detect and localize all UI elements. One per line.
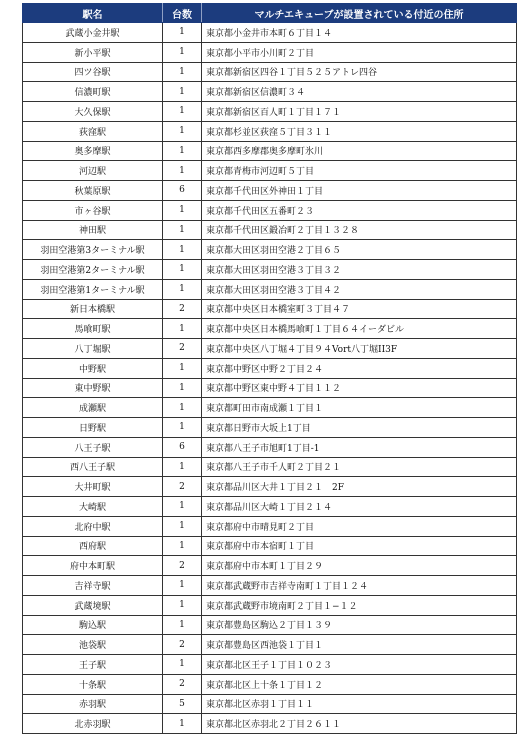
unit-count-cell: 1 xyxy=(163,121,202,141)
station-name-cell: 新日本橋駅 xyxy=(23,299,163,319)
address-cell: 東京都北区王子１丁目１０２３ xyxy=(202,655,517,675)
address-cell: 東京都府中市本宿町１丁目 xyxy=(202,536,517,556)
table-row xyxy=(23,516,517,536)
table-row xyxy=(23,655,517,675)
station-name-cell: 八丁堀駅 xyxy=(23,339,163,359)
address-cell: 東京都中央区八丁堀４丁目９４Vort八丁堀II3F xyxy=(202,339,517,359)
address-cell: 東京都武蔵野市境南町２丁目１−１２ xyxy=(202,595,517,615)
unit-count-cell: 2 xyxy=(163,477,202,497)
table-row xyxy=(23,220,517,240)
address-cell: 東京都町田市南成瀬１丁目１ xyxy=(202,398,517,418)
station-name-cell: 東中野駅 xyxy=(23,378,163,398)
station-name-cell: 八王子駅 xyxy=(23,437,163,457)
address-cell: 東京都千代田区鍛冶町２丁目１３２８ xyxy=(202,220,517,240)
table-row xyxy=(23,279,517,299)
unit-count-cell: 1 xyxy=(163,655,202,675)
unit-count-cell: 1 xyxy=(163,457,202,477)
unit-count-cell: 1 xyxy=(163,595,202,615)
unit-count-cell: 2 xyxy=(163,339,202,359)
station-name-cell: 赤羽駅 xyxy=(23,694,163,714)
table-row xyxy=(23,714,517,734)
address-cell: 東京都八王子市旭町1丁目-1 xyxy=(202,437,517,457)
station-name-cell: 西八王子駅 xyxy=(23,457,163,477)
address-cell: 東京都西多摩郡奥多摩町氷川 xyxy=(202,141,517,161)
unit-count-cell: 1 xyxy=(163,260,202,280)
address-cell: 東京都日野市大坂上1丁目 xyxy=(202,418,517,438)
station-name-cell: 羽田空港第1ターミナル駅 xyxy=(23,279,163,299)
table-row xyxy=(23,378,517,398)
address-cell: 東京都大田区羽田空港３丁目３２ xyxy=(202,260,517,280)
unit-count-cell: 1 xyxy=(163,161,202,181)
station-name-cell: 奥多摩駅 xyxy=(23,141,163,161)
unit-count-cell: 2 xyxy=(163,556,202,576)
header-station: 駅名 xyxy=(23,4,163,23)
station-name-cell: 新小平駅 xyxy=(23,42,163,62)
address-cell: 東京都中野区東中野４丁目１１２ xyxy=(202,378,517,398)
table-row xyxy=(23,319,517,339)
address-cell: 東京都新宿区百人町１丁目１７１ xyxy=(202,102,517,122)
address-cell: 東京都府中市本町１丁目２９ xyxy=(202,556,517,576)
table-row xyxy=(23,477,517,497)
table-row xyxy=(23,82,517,102)
unit-count-cell: 1 xyxy=(163,279,202,299)
station-name-cell: 大久保駅 xyxy=(23,102,163,122)
table-row xyxy=(23,339,517,359)
station-name-cell: 荻窪駅 xyxy=(23,121,163,141)
table-row xyxy=(23,497,517,517)
address-cell: 東京都中野区中野２丁目２４ xyxy=(202,358,517,378)
unit-count-cell: 6 xyxy=(163,181,202,201)
unit-count-cell: 1 xyxy=(163,378,202,398)
table-row xyxy=(23,556,517,576)
station-name-cell: 秋葉原駅 xyxy=(23,181,163,201)
table-row xyxy=(23,635,517,655)
table-row xyxy=(23,457,517,477)
station-name-cell: 四ツ谷駅 xyxy=(23,62,163,82)
address-cell: 東京都八王子市千人町２丁目２１ xyxy=(202,457,517,477)
station-name-cell: 十条駅 xyxy=(23,674,163,694)
station-name-cell: 北赤羽駅 xyxy=(23,714,163,734)
station-table xyxy=(22,3,517,734)
station-name-cell: 武蔵境駅 xyxy=(23,595,163,615)
unit-count-cell: 2 xyxy=(163,674,202,694)
station-name-cell: 府中本町駅 xyxy=(23,556,163,576)
table-row xyxy=(23,240,517,260)
address-cell: 東京都大田区羽田空港２丁目６５ xyxy=(202,240,517,260)
unit-count-cell: 1 xyxy=(163,220,202,240)
address-cell: 東京都青梅市河辺町５丁目 xyxy=(202,161,517,181)
unit-count-cell: 1 xyxy=(163,62,202,82)
table-row xyxy=(23,161,517,181)
table-row xyxy=(23,299,517,319)
station-name-cell: 羽田空港第2ターミナル駅 xyxy=(23,260,163,280)
unit-count-cell: 5 xyxy=(163,694,202,714)
table-row xyxy=(23,595,517,615)
unit-count-cell: 1 xyxy=(163,102,202,122)
address-cell: 東京都北区上十条１丁目１２ xyxy=(202,674,517,694)
unit-count-cell: 1 xyxy=(163,418,202,438)
table-row xyxy=(23,674,517,694)
table-row xyxy=(23,260,517,280)
address-cell: 東京都品川区大井１丁目２１ 2F xyxy=(202,477,517,497)
table-row xyxy=(23,694,517,714)
table-row xyxy=(23,576,517,596)
address-cell: 東京都豊島区西池袋１丁目１ xyxy=(202,635,517,655)
unit-count-cell: 1 xyxy=(163,497,202,517)
table-row xyxy=(23,418,517,438)
station-name-cell: 大井町駅 xyxy=(23,477,163,497)
unit-count-cell: 1 xyxy=(163,82,202,102)
header-address: マルチエキューブが設置されている付近の住所 xyxy=(202,4,517,23)
unit-count-cell: 2 xyxy=(163,299,202,319)
table-row xyxy=(23,42,517,62)
address-cell: 東京都豊島区駒込２丁目１３９ xyxy=(202,615,517,635)
table-row xyxy=(23,536,517,556)
unit-count-cell: 1 xyxy=(163,398,202,418)
station-name-cell: 河辺駅 xyxy=(23,161,163,181)
station-name-cell: 武蔵小金井駅 xyxy=(23,23,163,43)
unit-count-cell: 1 xyxy=(163,516,202,536)
unit-count-cell: 1 xyxy=(163,240,202,260)
station-name-cell: 駒込駅 xyxy=(23,615,163,635)
station-name-cell: 成瀬駅 xyxy=(23,398,163,418)
station-name-cell: 市ヶ谷駅 xyxy=(23,200,163,220)
table-row xyxy=(23,358,517,378)
address-cell: 東京都小平市小川町２丁目 xyxy=(202,42,517,62)
table-row xyxy=(23,398,517,418)
unit-count-cell: 6 xyxy=(163,437,202,457)
station-name-cell: 吉祥寺駅 xyxy=(23,576,163,596)
address-cell: 東京都北区赤羽北２丁目２６１１ xyxy=(202,714,517,734)
station-name-cell: 大崎駅 xyxy=(23,497,163,517)
unit-count-cell: 1 xyxy=(163,141,202,161)
address-cell: 東京都中央区日本橋馬喰町１丁目６４イーダビル xyxy=(202,319,517,339)
address-cell: 東京都千代田区外神田１丁目 xyxy=(202,181,517,201)
unit-count-cell: 1 xyxy=(163,358,202,378)
address-cell: 東京都中央区日本橋室町３丁目４７ xyxy=(202,299,517,319)
table-row xyxy=(23,62,517,82)
station-name-cell: 王子駅 xyxy=(23,655,163,675)
table-row xyxy=(23,121,517,141)
table-row xyxy=(23,141,517,161)
table-row xyxy=(23,615,517,635)
address-cell: 東京都千代田区五番町２３ xyxy=(202,200,517,220)
address-cell: 東京都北区赤羽１丁目１１ xyxy=(202,694,517,714)
address-cell: 東京都新宿区四谷１丁目５２５アトレ四谷 xyxy=(202,62,517,82)
station-name-cell: 中野駅 xyxy=(23,358,163,378)
station-name-cell: 馬喰町駅 xyxy=(23,319,163,339)
table-row xyxy=(23,102,517,122)
address-cell: 東京都品川区大崎１丁目２１４ xyxy=(202,497,517,517)
address-cell: 東京都杉並区荻窪５丁目３１１ xyxy=(202,121,517,141)
unit-count-cell: 1 xyxy=(163,23,202,43)
station-name-cell: 神田駅 xyxy=(23,220,163,240)
address-cell: 東京都小金井市本町６丁目１４ xyxy=(202,23,517,43)
address-cell: 東京都府中市晴見町２丁目 xyxy=(202,516,517,536)
unit-count-cell: 2 xyxy=(163,635,202,655)
station-name-cell: 北府中駅 xyxy=(23,516,163,536)
table-body xyxy=(23,23,517,734)
header-count: 台数 xyxy=(163,4,202,23)
unit-count-cell: 1 xyxy=(163,42,202,62)
address-cell: 東京都大田区羽田空港３丁目４２ xyxy=(202,279,517,299)
unit-count-cell: 1 xyxy=(163,576,202,596)
station-name-cell: 西府駅 xyxy=(23,536,163,556)
unit-count-cell: 1 xyxy=(163,714,202,734)
table-header-row xyxy=(23,4,517,23)
address-cell: 東京都新宿区信濃町３４ xyxy=(202,82,517,102)
station-name-cell: 信濃町駅 xyxy=(23,82,163,102)
table-row xyxy=(23,437,517,457)
table-row xyxy=(23,181,517,201)
address-cell: 東京都武蔵野市吉祥寺南町１丁目１２４ xyxy=(202,576,517,596)
station-name-cell: 池袋駅 xyxy=(23,635,163,655)
station-name-cell: 日野駅 xyxy=(23,418,163,438)
unit-count-cell: 1 xyxy=(163,536,202,556)
table-row xyxy=(23,23,517,43)
unit-count-cell: 1 xyxy=(163,319,202,339)
unit-count-cell: 1 xyxy=(163,615,202,635)
station-name-cell: 羽田空港第3ターミナル駅 xyxy=(23,240,163,260)
unit-count-cell: 1 xyxy=(163,200,202,220)
table-row xyxy=(23,200,517,220)
